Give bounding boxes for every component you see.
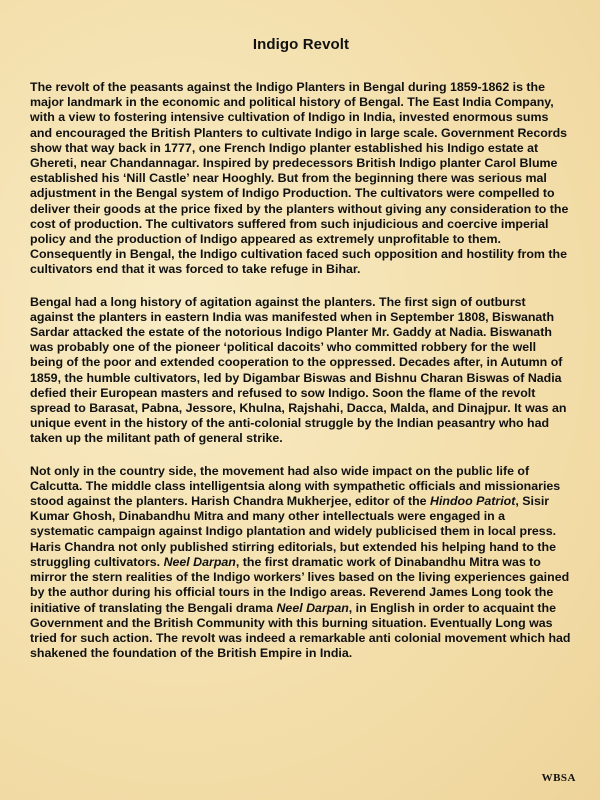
page-title: Indigo Revolt [252,36,350,53]
neel-darpan-title-2: Neel Darpan [276,600,349,615]
footer-mark: WBSA [541,772,576,784]
neel-darpan-title-1: Neel Darpan [163,554,236,569]
paragraph-3-text-1: Not only in the country side, the movement had also wide impact on the public life of Calcutta. The middle class intelligentsia along with sympathetic officials and missionaries stood against the planters. Harish Chandra Mukherjee, editor of the [30,463,561,509]
paragraph-3-text-2: , Sisir Kumar Ghosh, Dinabandhu Mitra and many other intellectuals were engaged in a systematic campaign against Indigo plantation and widely publicised them in local press. Haris Chandra not only published stirring editorials, but extended his helping hand to the struggling cultivators. [30,494,557,569]
paragraph-3-text-4: , in English in order to acquaint the Government and the British Community with this burning situation. Eventually Long was tried for such action. The revolt was indeed a remarkable anti colonial movement which had shakened the foundation of the British Empire in India. [30,600,571,661]
paragraph-1: The revolt of the peasants against the Indigo Planters in Bengal during 1859-1862 is the major landmark in the economic and political history of Bengal. The East India Company, with a view to fostering intensive cultivation of Indigo in India, invested enormous sums and encouraged the British Planters to cultivate Indigo in large scale. Government Records show that way back in 1777, one French Indigo planter established his Indigo estate at Ghereti, near Chandannagar. Inspired by predecessors British Indigo planter Carol Blume established his ‘Nill Castle’ near Hooghly. But from the beginning there was serious mal adjustment in the Bengal system of Indigo Production. The cultivators were compelled to deliver their goods at the price fixed by the planters without giving any consideration to the cost of production. The cultivators suffered from such injudicious and coercive imperial policy and the production of Indigo appeared as extremely unprofitable to them. Consequently in Bengal, the Indigo cultivation faced such opposition and hostility from the cultivators end that it was forced to take refuge in Bihar. [30,80,569,277]
document-page [30,36,572,678]
paragraph-3-text-3: , the first dramatic work of Dinabandhu Mitra was to mirror the stern realities of the Indigo workers’ lives based on the living experiences gained by the author during his official tours in the Indigo areas. Reverend James Long took the initiative of translating the Bengali drama [30,554,570,615]
hindoo-patriot-title: Hindoo Patriot [430,494,516,509]
paragraph-3 [30,464,572,662]
paragraph-2: Bengal had a long history of agitation against the planters. The first sign of outburst against the planters in eastern India was manifested when in September 1808, Biswanath Sardar attacked the estate of the notorious Indigo Planter Mr. Gaddy at Nadia. Biswanath was probably one of the pioneer ‘political dacoits’ who committed robbery for the well being of the poor and extended cooperation to the oppressed. Decades after, in Autumn of 1859, the humble cultivators, led by Digambar Biswas and Bishnu Charan Biswas of Nadia defied their European masters and refused to sow Indigo. Soon the flame of the revolt spread to Barasat, Pabna, Jessore, Khulna, Rajshahi, Dacca, Malda, and Dinajpur. It was an unique event in the history of the anti-colonial struggle by the Indian peasantry who had taken up the militant path of general strike. [30,294,567,446]
